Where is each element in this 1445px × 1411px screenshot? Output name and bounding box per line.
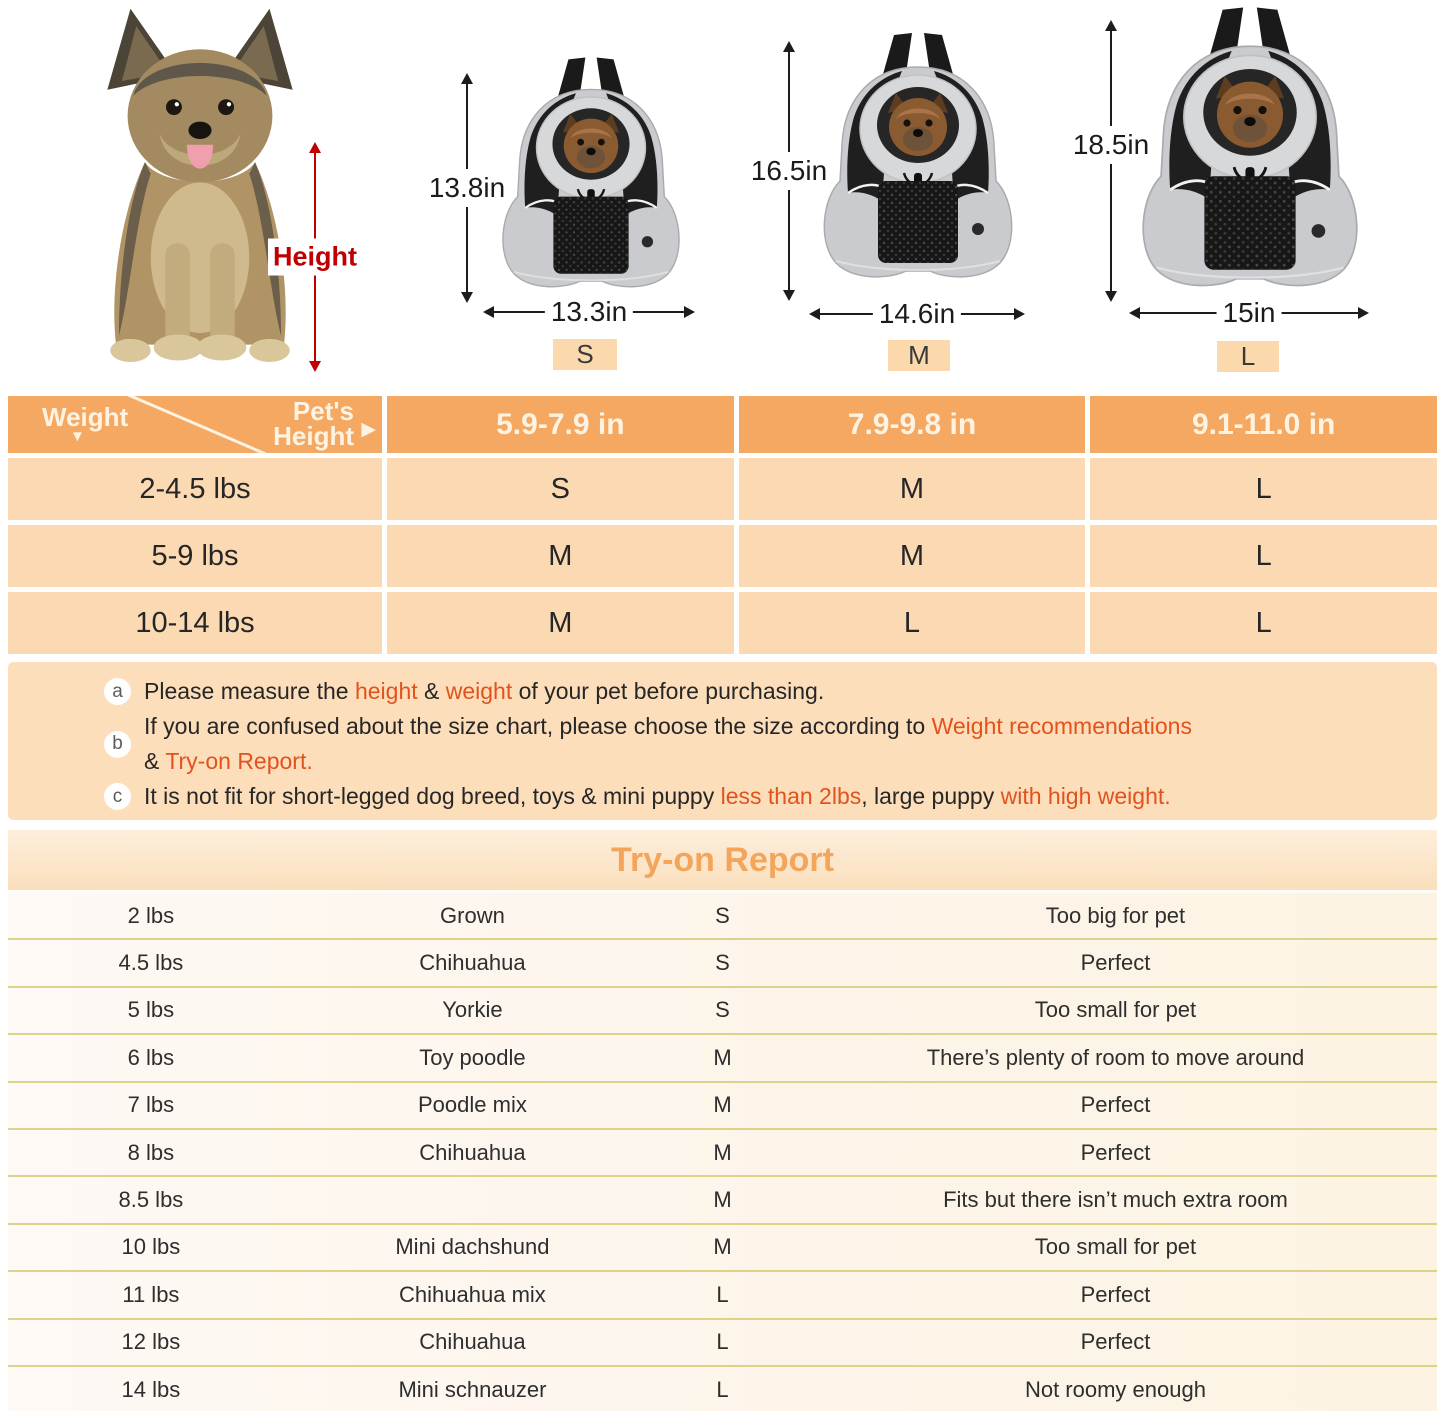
tryon-size-cell: M (713, 1092, 732, 1118)
backpack-m-image (818, 18, 1018, 298)
weight-header-label: Weight (42, 402, 129, 432)
note-a-highlight: weight (445, 678, 513, 704)
size-cell: M (739, 525, 1086, 587)
s-height-dimension-arrow (428, 84, 506, 292)
tryon-section (8, 830, 1437, 1411)
tryon-breed-cell: Mini schnauzer (398, 1376, 547, 1402)
backpack-s-image (497, 56, 685, 294)
tryon-row (8, 1272, 1437, 1319)
hero-section (0, 0, 1445, 392)
note-c-part: , large puppy (861, 783, 1001, 809)
weight-cell: 10-14 lbs (8, 592, 382, 654)
tryon-row (8, 1177, 1437, 1224)
tryon-breed-cell: Chihuahua (419, 1329, 526, 1355)
s-width-dimension-arrow (494, 296, 684, 327)
tryon-size-cell: S (715, 997, 730, 1023)
tryon-weight-cell: 8 lbs (127, 1139, 175, 1165)
tryon-breed-cell: Chihuahua (419, 1139, 526, 1165)
note-b-part: & (144, 748, 166, 774)
pets-height-line2: Height (273, 421, 354, 451)
tryon-title: Try-on Report (611, 840, 834, 879)
tryon-weight-cell: 8.5 lbs (118, 1187, 184, 1213)
tryon-comment-cell: Fits but there isn’t much extra room (943, 1187, 1288, 1213)
note-text-a (144, 674, 824, 709)
size-cell: S (387, 458, 734, 520)
note-marker-a: a (104, 678, 131, 705)
tryon-size-cell: M (713, 1234, 732, 1260)
weight-cell: 5-9 lbs (8, 525, 382, 587)
m-width-dimension-label: 14.6in (873, 298, 961, 330)
size-badge-l: L (1217, 341, 1279, 372)
size-cell: L (1090, 458, 1437, 520)
tryon-weight-cell: 5 lbs (127, 997, 175, 1023)
tryon-size-cell: S (715, 902, 730, 928)
note-text-b (144, 709, 1192, 779)
tryon-weight-cell: 10 lbs (121, 1234, 181, 1260)
backpack-l-image (1136, 0, 1364, 300)
tryon-comment-cell: There’s plenty of room to move around (926, 1044, 1305, 1070)
size-badge-m: M (888, 340, 950, 371)
note-c-highlight: less than 2lbs (720, 783, 862, 809)
tryon-size-cell: L (716, 1281, 729, 1307)
tryon-breed-cell: Chihuahua mix (399, 1281, 546, 1307)
tryon-size-cell: M (713, 1044, 732, 1070)
column-header: 5.9-7.9 in (387, 396, 734, 453)
tryon-row (8, 1035, 1437, 1082)
note-item-b (104, 709, 1407, 779)
triangle-right-icon: ▶ (361, 419, 376, 440)
tryon-size-cell: M (713, 1187, 732, 1213)
tryon-weight-cell: 7 lbs (127, 1092, 175, 1118)
note-a-part: Please measure the (144, 678, 355, 704)
pet-height-arrow (273, 153, 357, 361)
tryon-breed-cell: Poodle mix (418, 1092, 527, 1118)
dog-photo (55, 0, 345, 362)
tryon-breed-cell: Mini dachshund (395, 1234, 550, 1260)
size-cell: M (739, 458, 1086, 520)
tryon-weight-cell: 4.5 lbs (118, 950, 184, 976)
size-cell: L (1090, 592, 1437, 654)
pet-height-label: Height (268, 239, 362, 276)
note-b-highlight: Weight recommendations (931, 713, 1192, 739)
tryon-comment-cell: Perfect (1080, 1281, 1151, 1307)
tryon-comment-cell: Perfect (1080, 1139, 1151, 1165)
tryon-row (8, 988, 1437, 1035)
tryon-breed-cell: Grown (440, 902, 505, 928)
size-cell: M (387, 592, 734, 654)
tryon-size-cell: L (716, 1376, 729, 1402)
size-cell: M (387, 525, 734, 587)
l-width-dimension-label: 15in (1217, 297, 1282, 329)
tryon-row (8, 1320, 1437, 1367)
note-a-part: & (417, 678, 446, 704)
tryon-weight-cell: 11 lbs (122, 1281, 180, 1307)
tryon-size-cell: S (715, 950, 730, 976)
tryon-comment-cell: Too small for pet (1034, 1234, 1197, 1260)
tryon-comment-cell: Perfect (1080, 950, 1151, 976)
tryon-row (8, 940, 1437, 987)
tryon-row (8, 1225, 1437, 1272)
note-b-part: If you are confused about the size chart, please choose the size according to (144, 713, 932, 739)
tryon-row (8, 1083, 1437, 1130)
s-height-dimension-label: 13.8in (424, 169, 510, 207)
note-marker-c: c (104, 783, 131, 810)
note-text-c (144, 779, 1171, 814)
note-c-highlight: with high weight. (1000, 783, 1171, 809)
note-item-a (104, 674, 1407, 709)
l-height-dimension-label: 18.5in (1068, 126, 1154, 164)
m-width-dimension-arrow (820, 298, 1014, 329)
note-b-highlight: Try-on Report. (165, 748, 313, 774)
tryon-comment-cell: Too big for pet (1045, 902, 1186, 928)
m-height-dimension-label: 16.5in (746, 152, 832, 190)
tryon-comment-cell: Too small for pet (1034, 997, 1197, 1023)
note-item-c (104, 779, 1407, 814)
tryon-weight-cell: 2 lbs (127, 902, 175, 928)
column-header: 9.1-11.0 in (1090, 396, 1437, 453)
tryon-comment-cell: Not roomy enough (1024, 1376, 1206, 1402)
column-header: 7.9-9.8 in (739, 396, 1086, 453)
size-table (8, 396, 1437, 654)
tryon-comment-cell: Perfect (1080, 1329, 1151, 1355)
size-table-corner-header (8, 396, 382, 453)
m-height-dimension-arrow (750, 52, 828, 290)
pets-height-line1: Pet's (292, 396, 354, 426)
tryon-breed-cell: Toy poodle (419, 1044, 526, 1070)
tryon-breed-cell: Chihuahua (419, 950, 526, 976)
s-width-dimension-label: 13.3in (545, 296, 633, 328)
tryon-row (8, 1367, 1437, 1411)
notes-panel (8, 662, 1437, 820)
l-height-dimension-arrow (1072, 31, 1150, 291)
size-badge-s: S (553, 339, 617, 370)
note-a-part: of your pet before purchasing. (512, 678, 825, 704)
tryon-weight-cell: 14 lbs (121, 1376, 181, 1402)
note-a-highlight: height (354, 678, 418, 704)
tryon-breed-cell: Yorkie (442, 997, 503, 1023)
tryon-weight-cell: 12 lbs (121, 1329, 181, 1355)
tryon-row (8, 1130, 1437, 1177)
tryon-comment-cell: Perfect (1080, 1092, 1151, 1118)
tryon-header (8, 830, 1437, 893)
size-cell: L (1090, 525, 1437, 587)
note-c-part: It is not fit for short-legged dog breed, toys & mini puppy (144, 783, 721, 809)
l-width-dimension-arrow (1140, 297, 1358, 328)
pets-height-header-label (273, 396, 354, 451)
tryon-size-cell: M (713, 1139, 732, 1165)
weight-cell: 2-4.5 lbs (8, 458, 382, 520)
tryon-size-cell: L (716, 1329, 729, 1355)
triangle-down-icon: ▼ (70, 428, 85, 445)
note-marker-b: b (104, 731, 131, 758)
size-cell: L (739, 592, 1086, 654)
tryon-weight-cell: 6 lbs (127, 1044, 175, 1070)
tryon-row (8, 893, 1437, 940)
